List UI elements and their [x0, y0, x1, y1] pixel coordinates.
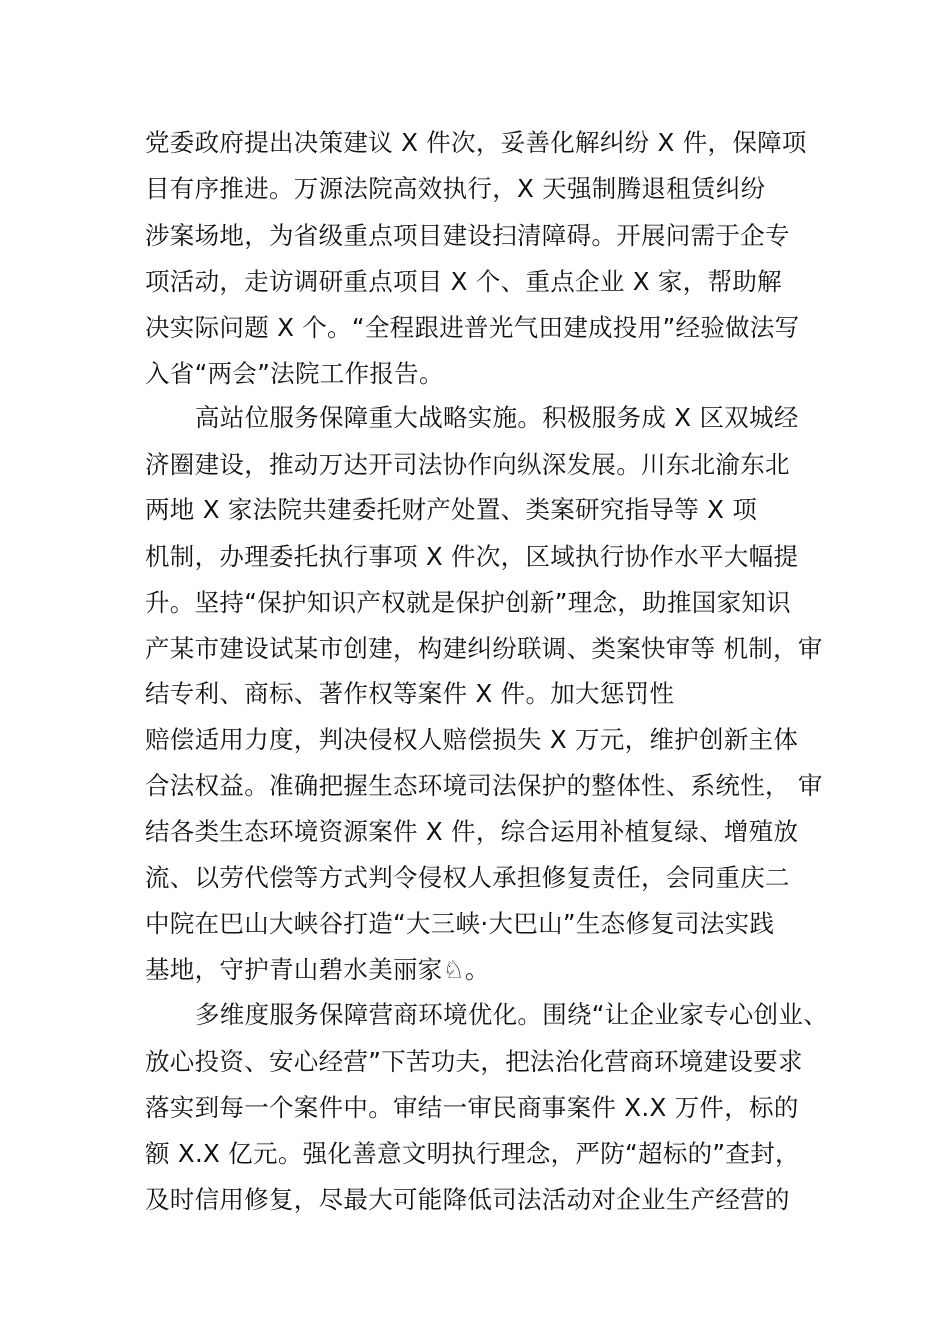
text-line: 涉案场地，为省级重点项目建设扫清障碍。开展问需于企专: [145, 221, 790, 250]
text-line: 机制，办理委托执行事项 X 件次，区域执行协作水平大幅提: [145, 542, 799, 571]
paragraph-heading: 多维度服务保障营商环境优化。围绕“让企业家专心创业、: [195, 1000, 828, 1029]
paragraph-heading: 高站位服务保障重大战略实施。积极服务成 X 区双城经: [195, 403, 799, 432]
text-line: 济圈建设，推动万达开司法协作向纵深发展。川东北渝东北: [145, 450, 790, 479]
text-line: 中院在巴山大峡谷打造“大三峡·大巴山”生态修复司法实践: [145, 909, 775, 938]
text-line: 流、以劳代偿等方式判令侵权人承担修复责任，会同重庆二: [145, 863, 790, 892]
text-line: 基地，守护青山碧水美丽家♘。: [145, 955, 490, 984]
text-line: 落实到每一个案件中。审结一审民商事案件 X.X 万件，标的: [145, 1093, 799, 1122]
text-line: 两地 X 家法院共建委托财产处置、类案研究指导等 X 项: [145, 495, 758, 524]
text-line: 结各类生态环境资源案件 X 件，综合运用补植复绿、增殖放: [145, 817, 799, 846]
text-line: 结专利、商标、著作权等案件 X 件。加大惩罚性: [145, 679, 675, 708]
text-line: 入省“两会”法院工作报告。: [145, 359, 444, 388]
text-line: 决实际问题 X 个。“全程跟进普光气田建成投用”经验做法写: [145, 313, 800, 342]
text-line: 额 X.X 亿元。强化善意文明执行理念，严防“超标的”查封，: [145, 1139, 800, 1168]
text-line: 目有序推进。万源法院高效执行，X 天强制腾退租赁纠纷: [145, 174, 766, 203]
text-line: 合法权益。准确把握生态环境司法保护的整体性、系统性， 审: [145, 771, 823, 800]
text-line: 党委政府提出决策建议 X 件次，妥善化解纠纷 X 件，保障项: [145, 128, 807, 157]
text-line: 升。坚持“保护知识产权就是保护创新”理念，助推国家知识: [145, 588, 791, 617]
text-line: 产某市建设试某市创建，构建纠纷联调、类案快审等 机制，审: [145, 634, 823, 663]
text-line: 项活动，走访调研重点项目 X 个、重点企业 X 家，帮助解: [145, 267, 782, 296]
text-line: 及时信用修复，尽最大可能降低司法活动对企业生产经营的: [145, 1185, 790, 1214]
text-line: 赔偿适用力度，判决侵权人赔偿损失 X 万元，维护创新主体: [145, 725, 799, 754]
text-line: 放心投资、安心经营”下苦功夫，把法治化营商环境建设要求: [145, 1047, 803, 1076]
